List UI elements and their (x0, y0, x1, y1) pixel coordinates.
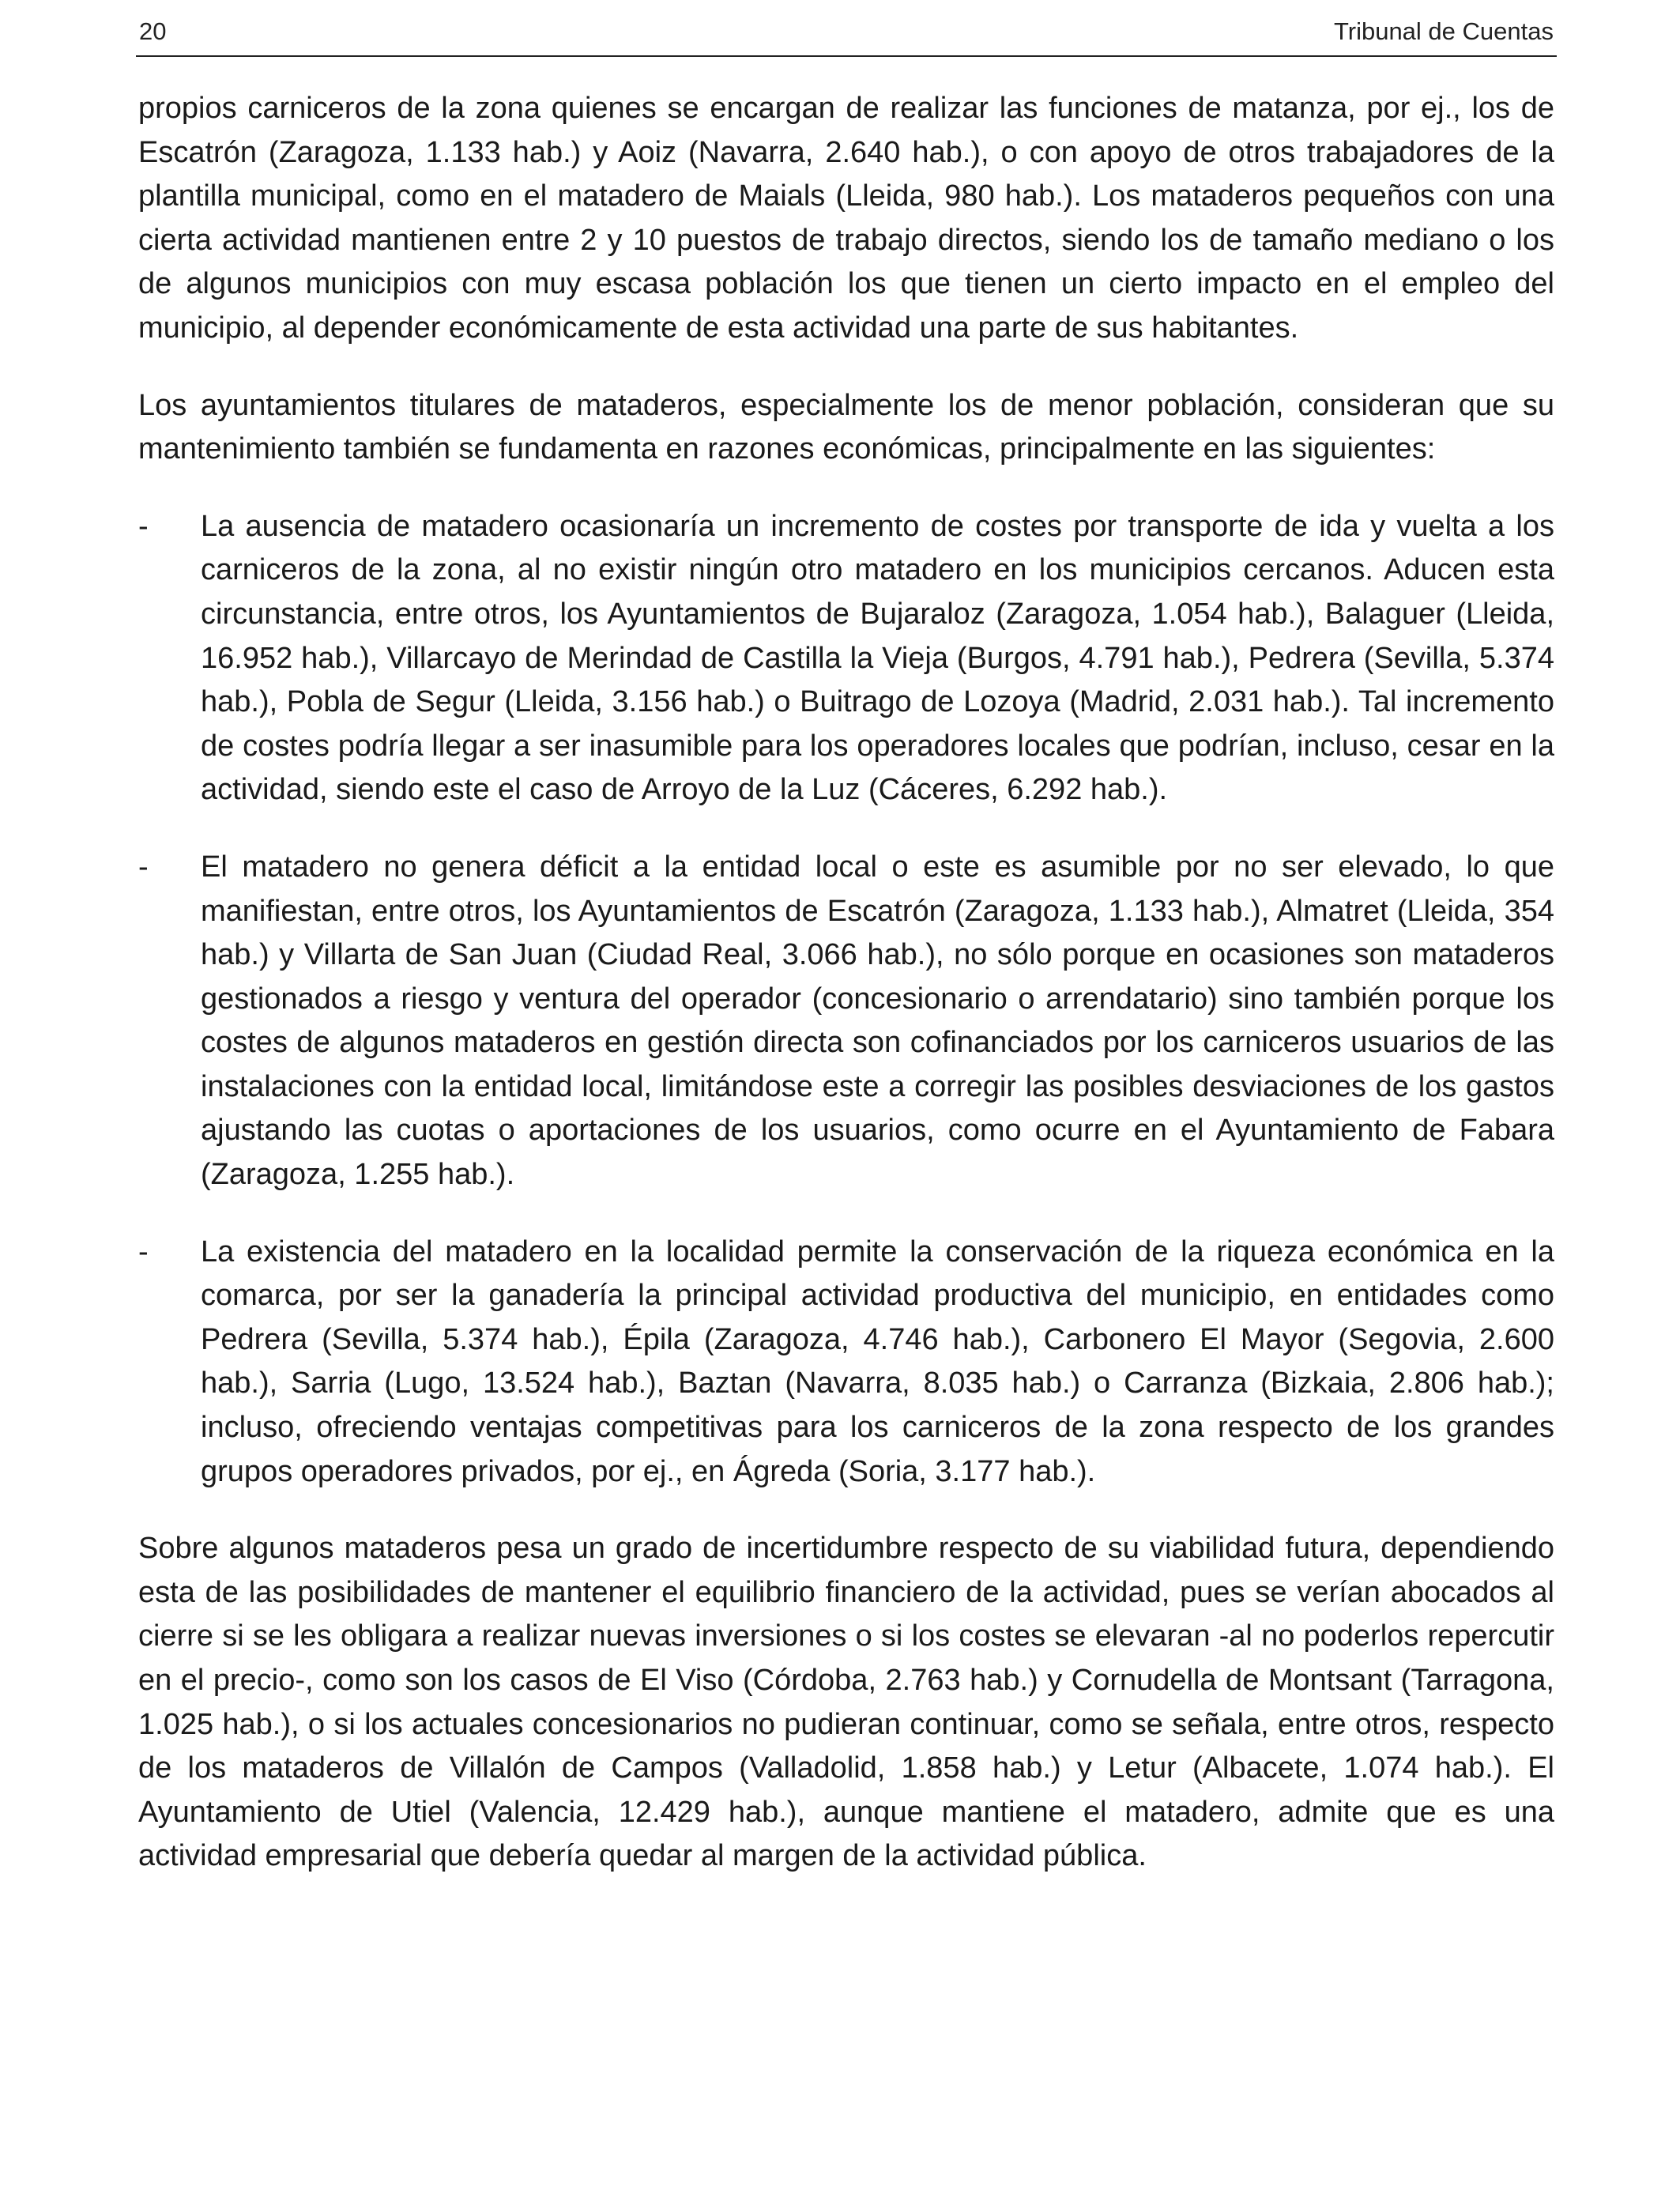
bullet-list (138, 505, 1554, 1494)
list-item (138, 1231, 1554, 1495)
list-item (138, 505, 1554, 812)
body-text (138, 87, 1554, 1912)
dash-bullet: - (138, 850, 149, 884)
dash-bullet: - (138, 509, 149, 543)
paragraph: propios carniceros de la zona quienes se encargan de realizar las funciones de matanza, por ej., los de Escatrón (Zaragoza, 1.133 hab.) y Aoiz (Navarra, 2.640 hab.), o con apoyo de otros trabajadores de la plantilla municipal, como en el matadero de Maials (Lleida, 980 hab.). Los mataderos pequeños con una cierta actividad mantienen entre 2 y 10 puestos de trabajo directos, siendo los de tamaño mediano o los de algunos municipios con muy escasa población los que tienen un cierto impacto en el empleo del municipio, al depender económicamente de esta actividad una parte de sus habitantes. (138, 92, 1554, 345)
closing-paragraph: Sobre algunos mataderos pesa un grado de incertidumbre respecto de su viabilidad futura, dependiendo esta de las posibilidades de mantener el equilibrio financiero de la actividad, pues se verían abocados al cierre si se les obligara a realizar nuevas inversiones o si los costes se elevaran -al no poderlos repercutir en el precio-, como son los casos de El Viso (Córdoba, 2.763 hab.) y Cornudella de Montsant (Tarragona, 1.025 hab.), o si los actuales concesionarios no pudieran continuar, como se señala, entre otros, respecto de los mataderos de Villalón de Campos (Valladolid, 1.858 hab.) y Letur (Albacete, 1.074 hab.). El Ayuntamiento de Utiel (Valencia, 12.429 hab.), aunque mantiene el matadero, admite que es una actividad empresarial que debería quedar al margen de la actividad pública. (138, 1532, 1554, 1873)
list-item-text: El matadero no genera déficit a la entidad local o este es asumible por no ser elevado, lo que manifiestan, entre otros, los Ayuntamientos de Escatrón (Zaragoza, 1.133 hab.), Almatret (Lleida, 354 hab.) y Villarta de San Juan (Ciudad Real, 3.066 hab.), no sólo porque en ocasiones son mataderos gestionados a riesgo y ventura del operador (concesionario o arrendatario) sino también porque los costes de algunos mataderos en gestión directa son cofinanciados por los carniceros usuarios de las instalaciones con la entidad local, limitándose este a corregir las posibles desviaciones de los gastos ajustando las cuotas o aportaciones de los usuarios, como ocurre en el Ayuntamiento de Fabara (Zaragoza, 1.255 hab.). (201, 850, 1554, 1192)
paragraph: Los ayuntamientos titulares de mataderos, especialmente los de menor población, consideran que su mantenimiento también se fundamenta en razones económicas, principalmente en las siguientes: (138, 388, 1554, 466)
list-item-text: La existencia del matadero en la localidad permite la conservación de la riqueza económica en la comarca, por ser la ganadería la principal actividad productiva del municipio, en entidades como Pedrera (Sevilla, 5.374 hab.), Épila (Zaragoza, 4.746 hab.), Carbonero El Mayor (Segovia, 2.600 hab.), Sarria (Lugo, 13.524 hab.), Baztan (Navarra, 8.035 hab.) o Carranza (Bizkaia, 2.806 hab.); incluso, ofreciendo ventajas competitivas para los carniceros de la zona respecto de los grandes grupos operadores privados, por ej., en Ágreda (Soria, 3.177 hab.). (201, 1235, 1554, 1488)
list-item-text: La ausencia de matadero ocasionaría un incremento de costes por transporte de ida y vuelta a los carniceros de la zona, al no existir ningún otro matadero en los municipios cercanos. Aducen esta circunstancia, entre otros, los Ayuntamientos de Bujaraloz (Zaragoza, 1.054 hab.), Balaguer (Lleida, 16.952 hab.), Villarcayo de Merindad de Castilla la Vieja (Burgos, 4.791 hab.), Pedrera (Sevilla, 5.374 hab.), Pobla de Segur (Lleida, 3.156 hab.) o Buitrago de Lozoya (Madrid, 2.031 hab.). Tal incremento de costes podría llegar a ser inasumible para los operadores locales que podrían, incluso, cesar en la actividad, siendo este el caso de Arroyo de la Luz (Cáceres, 6.292 hab.). (201, 509, 1554, 807)
dash-bullet: - (138, 1235, 149, 1269)
list-item (138, 846, 1554, 1197)
page-number: 20 (139, 17, 167, 45)
page-header (136, 16, 1557, 57)
running-title: Tribunal de Cuentas (1333, 17, 1554, 45)
